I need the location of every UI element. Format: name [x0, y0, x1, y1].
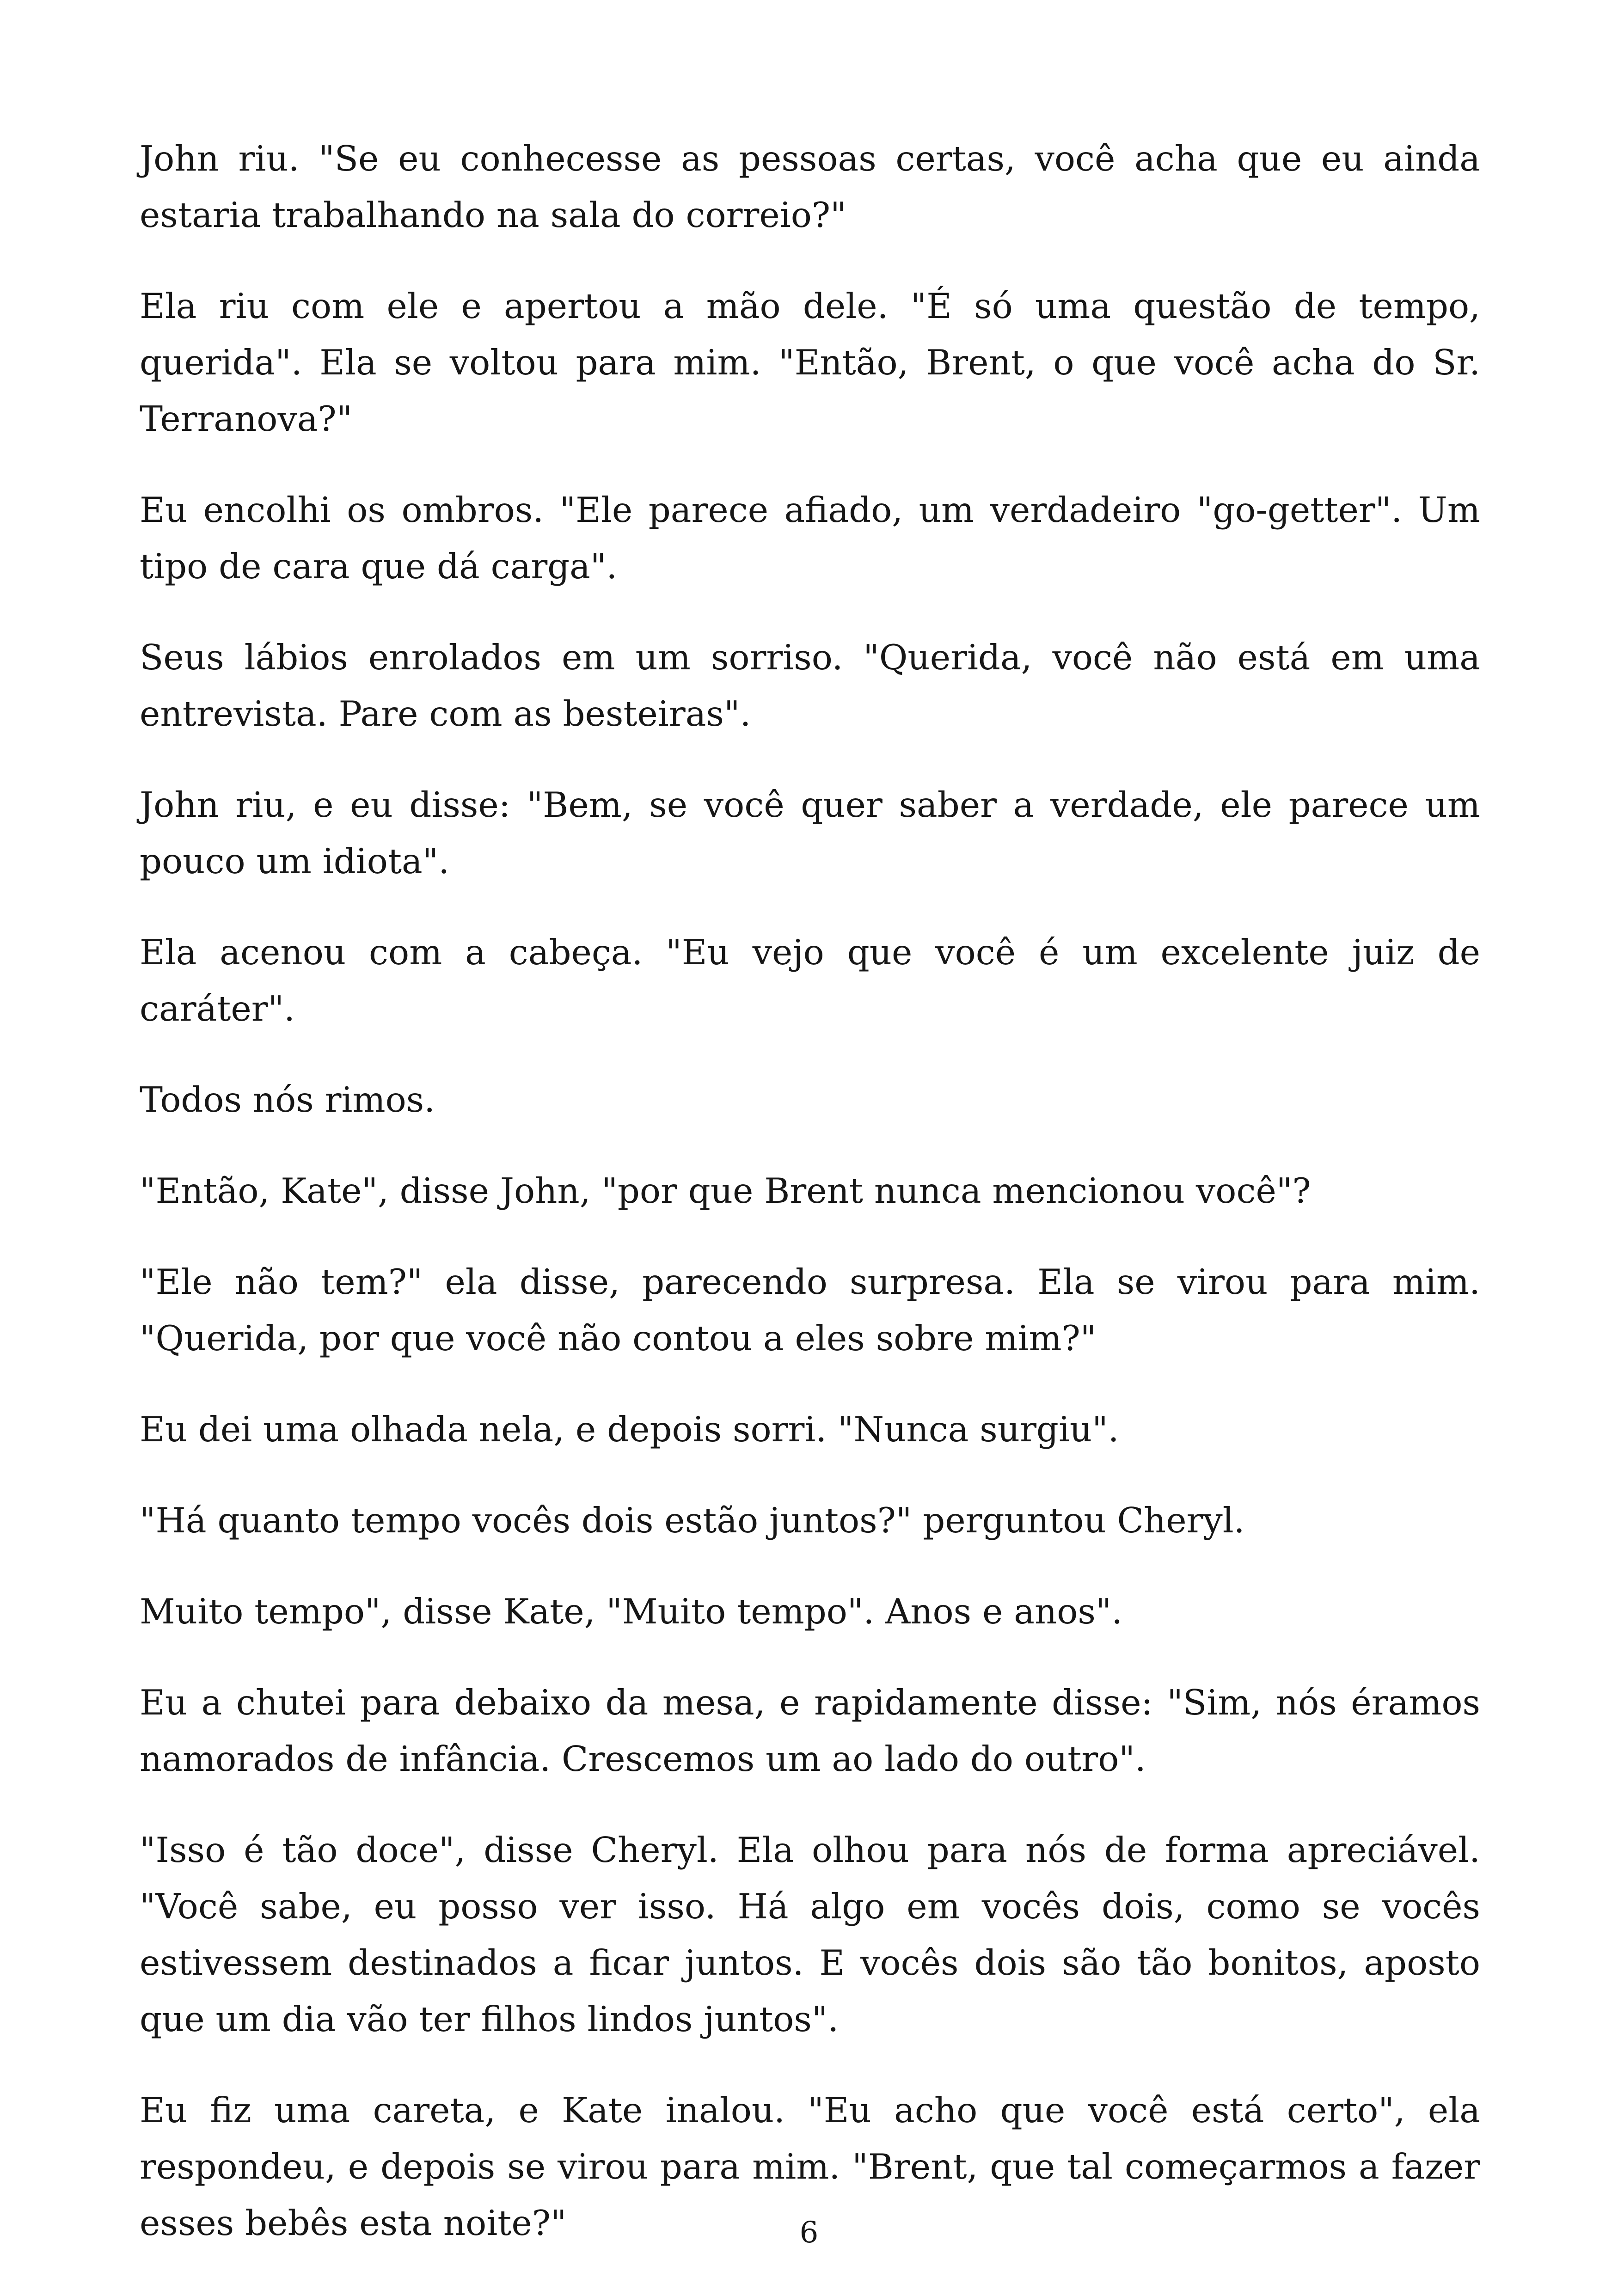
paragraph-7: Todos nós rimos. [140, 1079, 435, 1120]
paragraph-9: "Ele não tem?" ela disse, parecendo surpresa. Ela se virou para mim. "Querida, por que você não contou a eles sobre mim?" [140, 1261, 1480, 1359]
paragraph-12: Muito tempo", disse Kate, "Muito tempo". Anos e anos". [140, 1591, 1123, 1632]
paragraph-2: Ela riu com ele e apertou a mão dele. "É só uma questão de tempo, querida". Ela se voltou para mim. "Então, Brent, o que você acha do Sr. Terranova?" [140, 286, 1480, 439]
paragraph-6: Ela acenou com a cabeça. "Eu vejo que você é um excelente juiz de caráter". [140, 932, 1480, 1029]
paragraph-3: Eu encolhi os ombros. "Ele parece afiado, um verdadeiro "go-getter". Um tipo de cara que dá carga". [140, 490, 1480, 587]
paragraph-5: John riu, e eu disse: "Bem, se você quer saber a verdade, ele parece um pouco um idiota". [140, 784, 1480, 882]
paragraph-11: "Há quanto tempo vocês dois estão juntos?" perguntou Cheryl. [140, 1500, 1245, 1541]
paragraph-15: Eu fiz uma careta, e Kate inalou. "Eu acho que você está certo", ela respondeu, e depois se virou para mim. "Brent, que tal começarmos a fazer esses bebês esta noite?" [140, 2090, 1480, 2243]
paragraph-1: John riu. "Se eu conhecesse as pessoas certas, você acha que eu ainda estaria trabalhando na sala do correio?" [140, 138, 1480, 235]
paragraph-14: "Isso é tão doce", disse Cheryl. Ela olhou para nós de forma apreciável. "Você sabe, eu posso ver isso. Há algo em vocês dois, como se vocês estivessem destinados a ficar juntos. E vocês dois são tão bonitos, aposto que um dia vão ter filhos lindos juntos". [140, 1830, 1480, 2039]
paragraph-13: Eu a chutei para debaixo da mesa, e rapidamente disse: "Sim, nós éramos namorados de infância. Crescemos um ao lado do outro". [140, 1682, 1480, 1779]
paragraph-8: "Então, Kate", disse John, "por que Brent nunca mencionou você"? [140, 1170, 1311, 1211]
paragraph-10: Eu dei uma olhada nela, e depois sorri. "Nunca surgiu". [140, 1409, 1119, 1450]
body-text [140, 130, 1480, 2286]
page-number: 6 [799, 2216, 819, 2250]
paragraph-4: Seus lábios enrolados em um sorriso. "Querida, você não está em uma entrevista. Pare com as besteiras". [140, 637, 1480, 734]
